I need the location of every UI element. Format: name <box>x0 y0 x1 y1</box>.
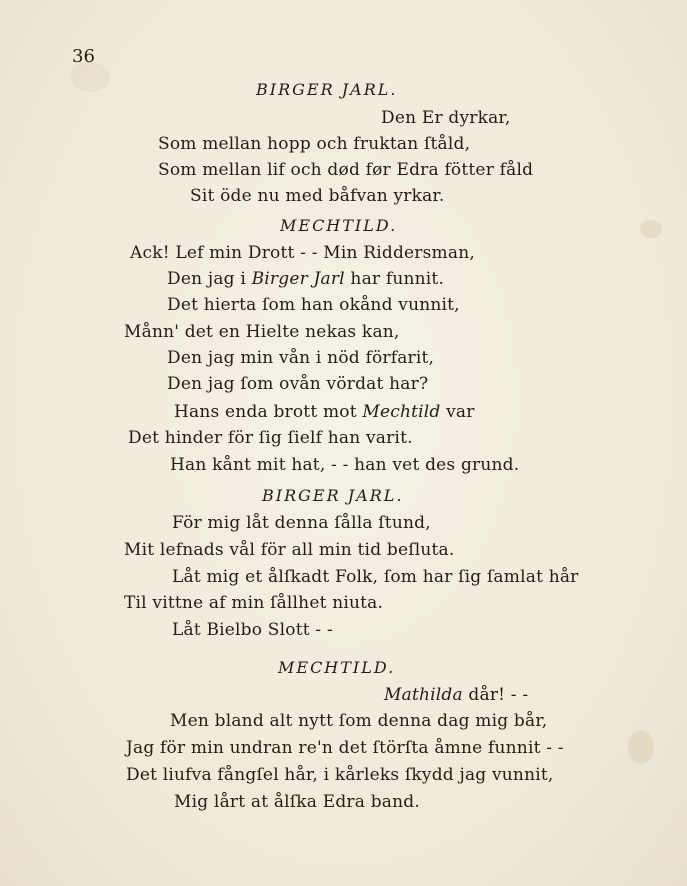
verse-line: Låt mig et ålſkadt Folk, ſom har ſig ſamlat hår <box>172 567 579 587</box>
verse-name-italic: Birger Jarl <box>251 269 345 289</box>
verse-line: Mit lefnads vål för all min tid beſluta. <box>124 540 455 560</box>
verse-line: Som mellan lif och død før Edra fötter fåld <box>158 160 534 180</box>
page-number: 36 <box>72 46 95 67</box>
paper-stain <box>628 730 654 764</box>
speaker-heading: BIRGER JARL. <box>262 486 404 505</box>
verse-text: har funnit. <box>344 269 445 289</box>
verse-line: Til vittne af min ſållhet niuta. <box>124 593 384 613</box>
verse-line: Jag för min undran re'n det ſtörſta åmne funnit - - <box>126 738 564 758</box>
speaker-heading: MECHTILD. <box>280 216 398 235</box>
verse-line: Den Er dyrkar, <box>381 108 511 128</box>
verse-line: Månn' det en Hielte nekas kan, <box>124 322 400 342</box>
verse-line: Han kånt mit hat, - - han vet des grund. <box>170 455 520 475</box>
verse-line: Det hierta ſom han okånd vunnit, <box>167 295 460 315</box>
verse-name-italic: Mechtild <box>362 402 441 422</box>
verse-line <box>167 269 444 289</box>
paper-stain <box>640 220 662 238</box>
verse-line: Den jag min vån i nöd förfarit, <box>167 348 435 368</box>
verse-line: Det liufva fångſel hår, i kårleks ſkydd jag vunnit, <box>126 765 554 785</box>
verse-line: För mig låt denna ſålla ſtund, <box>172 513 431 533</box>
verse-text: dår! - - <box>462 685 529 705</box>
verse-line: Men bland alt nytt ſom denna dag mig bår, <box>170 711 548 731</box>
speaker-heading: MECHTILD. <box>278 658 396 677</box>
speaker-heading: BIRGER JARL. <box>256 80 398 99</box>
verse-line <box>174 402 475 422</box>
verse-name-italic: Mathilda <box>384 685 463 705</box>
verse-line <box>384 685 528 705</box>
verse-text: Hans enda brott mot <box>174 402 363 422</box>
verse-line: Låt Bielbo Slott - - <box>172 620 333 640</box>
verse-line: Som mellan hopp och fruktan ſtåld, <box>158 134 471 154</box>
verse-line: Den jag ſom ovån vördat har? <box>167 374 429 394</box>
verse-line: Ack! Lef min Drott - - Min Riddersman, <box>130 243 475 263</box>
verse-text: var <box>440 402 475 422</box>
verse-line: Det hinder för ſig ſielf han varit. <box>128 428 413 448</box>
verse-line: Sit öde nu med båfvan yrkar. <box>190 186 445 206</box>
verse-line: Mig lårt at ålſka Edra band. <box>174 792 420 812</box>
verse-text: Den jag i <box>167 269 252 289</box>
